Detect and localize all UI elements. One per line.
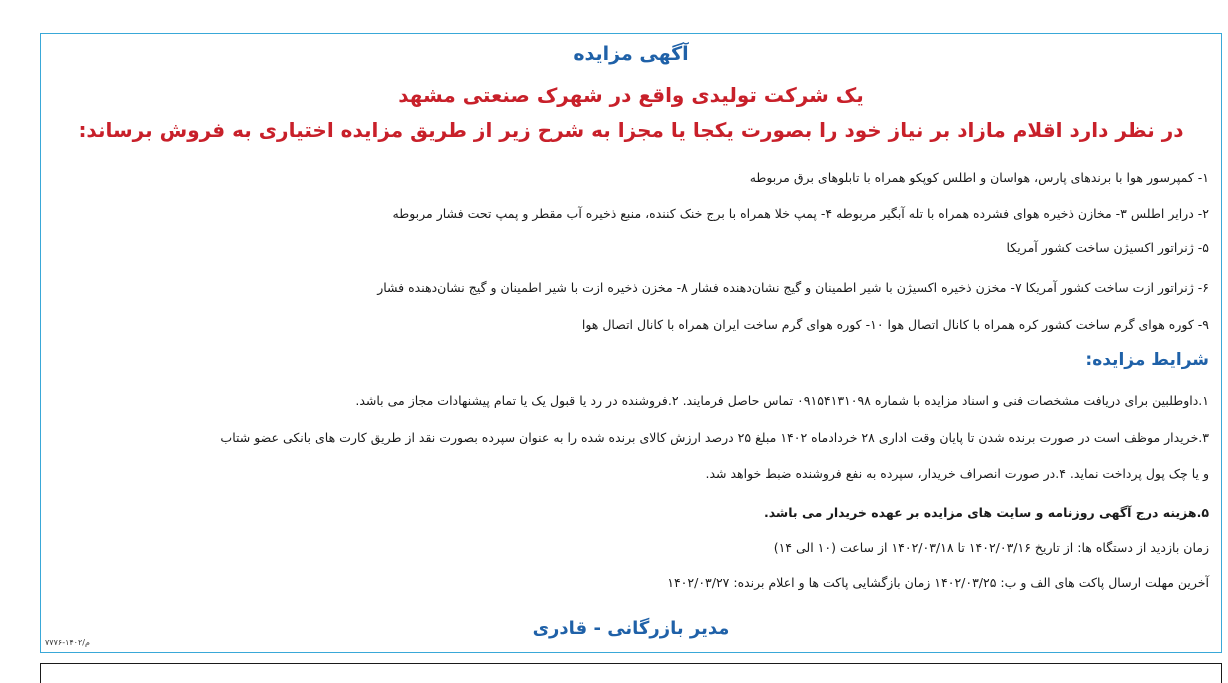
ad-intro: در نظر دارد اقلام مازاد بر نیاز خود را بصورت یکجا یا مجزا به شرح زیر از طریق مزایده اختیاری به فروش برساند:: [78, 118, 1184, 142]
signature: مدیر بازرگانی - قادری: [532, 618, 730, 639]
next-ad-frame-edge: [40, 663, 1222, 683]
ad-code: م/۱۴۰۲-۷۷۷۶: [45, 638, 90, 647]
item-line-5: ۹- کوره هوای گرم ساخت کشور کره همراه با کانال اتصال هوا ۱۰- کوره هوای گرم ساخت ایران همراه با کانال اتصال هوا: [581, 317, 1209, 332]
ad-title: آگهی مزایده: [573, 43, 689, 65]
ad-subtitle: یک شرکت تولیدی واقع در شهرک صنعتی مشهد: [398, 83, 864, 107]
visit-time-line: زمان بازدید از دستگاه ها: از تاریخ ۱۴۰۲/۰۳/۱۶ تا ۱۴۰۲/۰۳/۱۸ از ساعت (۱۰ الی ۱۴): [773, 540, 1209, 555]
item-line-2: ۲- درایر اطلس ۳- مخازن ذخیره هوای فشرده همراه با تله آبگیر مربوطه ۴- پمپ خلا همراه با برج خنک کننده، منبع ذخیره آب مقطر و پمپ تحت فشار مربوطه: [392, 206, 1209, 221]
item-line-4: ۶- ژنراتور ازت ساخت کشور آمریکا ۷- مخزن ذخیره اکسیژن با شیر اطمینان و گیج نشان‌دهنده فشار ۸- مخزن ذخیره ازت با شیر اطمینان و گیج نشان‌دهنده فشار: [377, 280, 1209, 295]
condition-line-2: ۳.خریدار موظف است در صورت برنده شدن تا پایان وقت اداری ۲۸ خردادماه ۱۴۰۲ مبلغ ۲۵ درصد ارزش کالای برنده شده را به عنوان سپرده بصورت نقد از طریق کارت های بانکی عضو شتاب: [220, 430, 1209, 445]
conditions-heading: شرایط مزایده:: [1085, 350, 1209, 370]
deadline-line: آخرین مهلت ارسال پاکت های الف و ب: ۱۴۰۲/۰۳/۲۵ زمان بازگشایی پاکت ها و اعلام برنده: ۱۴۰۲/۰۳/۲۷: [667, 575, 1209, 590]
condition-line-3: و یا چک پول پرداخت نماید. ۴.در صورت انصراف خریدار، سپرده به نفع فروشنده ضبط خواهد شد.: [705, 466, 1209, 481]
item-line-1: ۱- کمپرسور هوا با برندهای پارس، هواسان و اطلس کوپکو همراه با تابلوهای برق مربوطه: [749, 170, 1209, 185]
auction-ad-box: [40, 33, 1222, 653]
condition-line-4: ۵.هزینه درج آگهی روزنامه و سایت های مزایده بر عهده خریدار می باشد.: [763, 505, 1209, 520]
item-line-3: ۵- ژنراتور اکسیژن ساخت کشور آمریکا: [1006, 240, 1209, 255]
condition-line-1: ۱.داوطلبین برای دریافت مشخصات فنی و اسناد مزایده با شماره ۰۹۱۵۴۱۳۱۰۹۸ تماس حاصل فرمایند. ۲.فروشنده در رد یا قبول یک یا تمام پیشنهادات مجاز می باشد.: [355, 393, 1209, 408]
